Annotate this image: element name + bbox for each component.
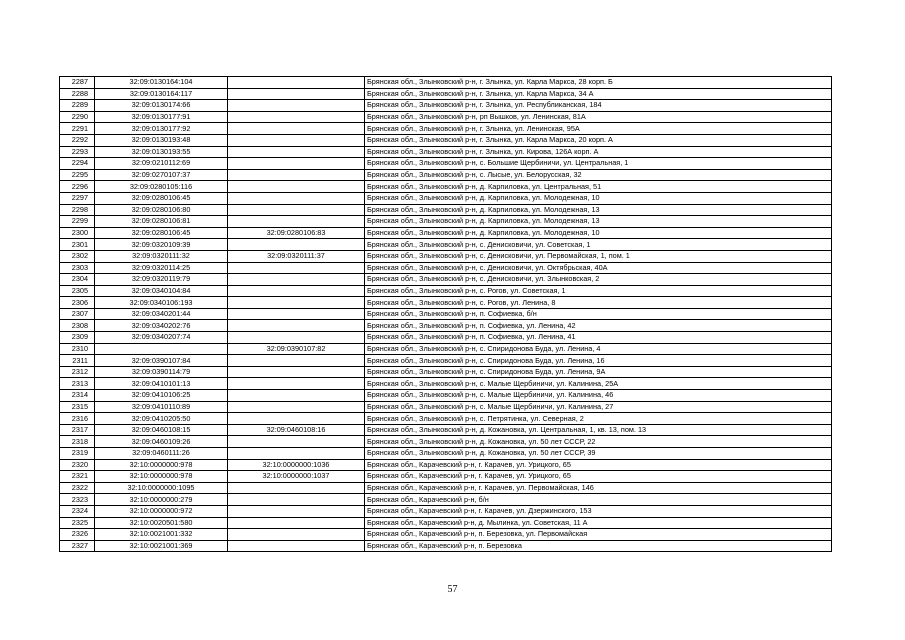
address-cell: Брянская обл., Карачевский р-н, г. Карачев, ул. Урицкого, 65 <box>365 459 832 471</box>
row-number-cell: 2293 <box>60 146 95 158</box>
related-cadastral-number-cell <box>228 540 365 552</box>
related-cadastral-number-cell <box>228 181 365 193</box>
table-row <box>60 308 832 320</box>
address-cell: Брянская обл., Злынковский р-н, с. Денисковичи, ул. Советская, 1 <box>365 239 832 251</box>
related-cadastral-number-cell: 32:10:0000000:1037 <box>228 471 365 483</box>
cadastral-number-cell: 32:09:0320109:39 <box>95 239 228 251</box>
cadastral-number-cell: 32:10:0000000:1095 <box>95 482 228 494</box>
row-number-cell: 2318 <box>60 436 95 448</box>
row-number-cell: 2303 <box>60 262 95 274</box>
table-row <box>60 471 832 483</box>
row-number-cell: 2314 <box>60 390 95 402</box>
table-row <box>60 216 832 228</box>
table-row <box>60 250 832 262</box>
table-row <box>60 297 832 309</box>
related-cadastral-number-cell <box>228 355 365 367</box>
cadastral-number-cell: 32:09:0270107:37 <box>95 169 228 181</box>
address-cell: Брянская обл., Злынковский р-н, п. Софиевка, ул. Ленина, 42 <box>365 320 832 332</box>
address-cell: Брянская обл., Злынковский р-н, с. Денисковичи, ул. Первомайская, 1, пом. 1 <box>365 250 832 262</box>
address-cell: Брянская обл., Злынковский р-н, г. Злынка, ул. Ленинская, 95А <box>365 123 832 135</box>
row-number-cell: 2292 <box>60 134 95 146</box>
related-cadastral-number-cell <box>228 123 365 135</box>
row-number-cell: 2309 <box>60 332 95 344</box>
table-row <box>60 355 832 367</box>
related-cadastral-number-cell <box>228 169 365 181</box>
table-row <box>60 332 832 344</box>
address-cell: Брянская обл., Злынковский р-н, с. Петрятинка, ул. Северная, 2 <box>365 413 832 425</box>
row-number-cell: 2322 <box>60 482 95 494</box>
row-number-cell: 2310 <box>60 343 95 355</box>
table-row <box>60 401 832 413</box>
address-cell: Брянская обл., Злынковский р-н, д. Карпиловка, ул. Молодежная, 13 <box>365 216 832 228</box>
cadastral-number-cell: 32:09:0340207:74 <box>95 332 228 344</box>
address-cell: Брянская обл., Злынковский р-н, с. Денисковичи, ул. Октябрьская, 40А <box>365 262 832 274</box>
table-row <box>60 378 832 390</box>
cadastral-number-cell: 32:10:0021001:369 <box>95 540 228 552</box>
cadastral-number-cell: 32:09:0460111:26 <box>95 448 228 460</box>
related-cadastral-number-cell <box>228 192 365 204</box>
address-cell: Брянская обл., Злынковский р-н, с. Спиридонова Буда, ул. Ленина, 16 <box>365 355 832 367</box>
cadastral-number-cell: 32:09:0320114:25 <box>95 262 228 274</box>
table-row <box>60 482 832 494</box>
cadastral-number-cell: 32:09:0280106:45 <box>95 192 228 204</box>
address-cell: Брянская обл., Карачевский р-н, г. Карачев, ул. Урицкого, 65 <box>365 471 832 483</box>
cadastral-number-cell: 32:09:0410101:13 <box>95 378 228 390</box>
related-cadastral-number-cell <box>228 378 365 390</box>
row-number-cell: 2291 <box>60 123 95 135</box>
cadastral-number-cell: 32:09:0460109:26 <box>95 436 228 448</box>
address-cell: Брянская обл., Злынковский р-н, рп Вышков, ул. Ленинская, 81А <box>365 111 832 123</box>
table-row <box>60 192 832 204</box>
related-cadastral-number-cell <box>228 413 365 425</box>
address-cell: Брянская обл., Злынковский р-н, д. Кожановка, ул. Центральная, 1, кв. 13, пом. 13 <box>365 424 832 436</box>
related-cadastral-number-cell: 32:09:0390107:82 <box>228 343 365 355</box>
cadastral-number-cell: 32:09:0340106:193 <box>95 297 228 309</box>
address-cell: Брянская обл., Злынковский р-н, п. Софиевка, ул. Ленина, 41 <box>365 332 832 344</box>
related-cadastral-number-cell <box>228 88 365 100</box>
cadastral-number-cell: 32:09:0320111:32 <box>95 250 228 262</box>
address-cell: Брянская обл., Злынковский р-н, с. Спиридонова Буда, ул. Ленина, 9А <box>365 366 832 378</box>
table-row <box>60 123 832 135</box>
cadastral-number-cell: 32:09:0390107:84 <box>95 355 228 367</box>
address-cell: Брянская обл., Карачевский р-н, б/н <box>365 494 832 506</box>
address-cell: Брянская обл., Карачевский р-н, п. Березовка, ул. Первомайская <box>365 529 832 541</box>
cadastral-number-cell: 32:09:0130164:104 <box>95 77 228 89</box>
cadastral-number-cell: 32:09:0460108:15 <box>95 424 228 436</box>
related-cadastral-number-cell <box>228 158 365 170</box>
table-row <box>60 100 832 112</box>
related-cadastral-number-cell: 32:09:0460108:16 <box>228 424 365 436</box>
table-row <box>60 134 832 146</box>
table-row <box>60 448 832 460</box>
cadastral-number-cell: 32:09:0130193:55 <box>95 146 228 158</box>
related-cadastral-number-cell <box>228 505 365 517</box>
row-number-cell: 2289 <box>60 100 95 112</box>
related-cadastral-number-cell <box>228 77 365 89</box>
row-number-cell: 2315 <box>60 401 95 413</box>
cadastral-number-cell: 32:09:0280106:45 <box>95 227 228 239</box>
related-cadastral-number-cell <box>228 262 365 274</box>
row-number-cell: 2311 <box>60 355 95 367</box>
table-row <box>60 529 832 541</box>
row-number-cell: 2287 <box>60 77 95 89</box>
related-cadastral-number-cell <box>228 320 365 332</box>
address-cell: Брянская обл., Злынковский р-н, с. Спиридонова Буда, ул. Ленина, 4 <box>365 343 832 355</box>
row-number-cell: 2298 <box>60 204 95 216</box>
row-number-cell: 2302 <box>60 250 95 262</box>
row-number-cell: 2316 <box>60 413 95 425</box>
cadastral-number-cell: 32:10:0021001:332 <box>95 529 228 541</box>
cadastral-number-cell: 32:09:0320119:79 <box>95 274 228 286</box>
table-row <box>60 413 832 425</box>
related-cadastral-number-cell <box>228 436 365 448</box>
address-cell: Брянская обл., Злынковский р-н, д. Кожановка, ул. 50 лет СССР, 39 <box>365 448 832 460</box>
cadastral-number-cell: 32:09:0280105:116 <box>95 181 228 193</box>
row-number-cell: 2299 <box>60 216 95 228</box>
row-number-cell: 2294 <box>60 158 95 170</box>
related-cadastral-number-cell <box>228 285 365 297</box>
cadastral-number-cell: 32:10:0000000:978 <box>95 471 228 483</box>
registry-table <box>59 76 832 552</box>
table-row <box>60 285 832 297</box>
cadastral-number-cell: 32:09:0340202:76 <box>95 320 228 332</box>
related-cadastral-number-cell <box>228 401 365 413</box>
row-number-cell: 2320 <box>60 459 95 471</box>
cadastral-number-cell: 32:09:0280106:80 <box>95 204 228 216</box>
cadastral-number-cell: 32:10:0020501:580 <box>95 517 228 529</box>
cadastral-number-cell <box>95 343 228 355</box>
related-cadastral-number-cell <box>228 308 365 320</box>
related-cadastral-number-cell <box>228 134 365 146</box>
row-number-cell: 2301 <box>60 239 95 251</box>
row-number-cell: 2313 <box>60 378 95 390</box>
table-row <box>60 111 832 123</box>
related-cadastral-number-cell <box>228 204 365 216</box>
address-cell: Брянская обл., Злынковский р-н, г. Злынка, ул. Карла Маркса, 20 корп. А <box>365 134 832 146</box>
row-number-cell: 2325 <box>60 517 95 529</box>
address-cell: Брянская обл., Злынковский р-н, с. Малые Щербиничи, ул. Калинина, 25А <box>365 378 832 390</box>
cadastral-number-cell: 32:09:0210112:69 <box>95 158 228 170</box>
related-cadastral-number-cell <box>228 332 365 344</box>
related-cadastral-number-cell <box>228 111 365 123</box>
table-row <box>60 239 832 251</box>
row-number-cell: 2297 <box>60 192 95 204</box>
table-row <box>60 436 832 448</box>
row-number-cell: 2312 <box>60 366 95 378</box>
cadastral-number-cell: 32:09:0340201:44 <box>95 308 228 320</box>
address-cell: Брянская обл., Карачевский р-н, п. Березовка <box>365 540 832 552</box>
row-number-cell: 2300 <box>60 227 95 239</box>
related-cadastral-number-cell <box>228 494 365 506</box>
address-cell: Брянская обл., Злынковский р-н, с. Малые Щербиничи, ул. Калинина, 27 <box>365 401 832 413</box>
row-number-cell: 2307 <box>60 308 95 320</box>
table-row <box>60 274 832 286</box>
table-row <box>60 227 832 239</box>
related-cadastral-number-cell: 32:09:0320111:37 <box>228 250 365 262</box>
row-number-cell: 2326 <box>60 529 95 541</box>
page-number: 57 <box>447 584 458 595</box>
related-cadastral-number-cell <box>228 529 365 541</box>
address-cell: Брянская обл., Карачевский р-н, д. Мылинка, ул. Советская, 11 А <box>365 517 832 529</box>
table-row <box>60 343 832 355</box>
cadastral-number-cell: 32:09:0410110:89 <box>95 401 228 413</box>
cadastral-number-cell: 32:09:0130177:91 <box>95 111 228 123</box>
table-row <box>60 88 832 100</box>
address-cell: Брянская обл., Злынковский р-н, п. Софиевка, б/н <box>365 308 832 320</box>
row-number-cell: 2319 <box>60 448 95 460</box>
row-number-cell: 2308 <box>60 320 95 332</box>
cadastral-number-cell: 32:09:0410106:25 <box>95 390 228 402</box>
table-row <box>60 459 832 471</box>
cadastral-number-cell: 32:09:0280106:81 <box>95 216 228 228</box>
cadastral-number-cell: 32:09:0130164:117 <box>95 88 228 100</box>
cadastral-number-cell: 32:09:0130193:48 <box>95 134 228 146</box>
address-cell: Брянская обл., Злынковский р-н, д. Карпиловка, ул. Центральная, 51 <box>365 181 832 193</box>
table-row <box>60 181 832 193</box>
table-row <box>60 505 832 517</box>
address-cell: Брянская обл., Злынковский р-н, д. Карпиловка, ул. Молодежная, 10 <box>365 192 832 204</box>
cadastral-number-cell: 32:10:0000000:972 <box>95 505 228 517</box>
row-number-cell: 2290 <box>60 111 95 123</box>
related-cadastral-number-cell <box>228 216 365 228</box>
table-row <box>60 262 832 274</box>
cadastral-number-cell: 32:09:0390114:79 <box>95 366 228 378</box>
table-row <box>60 204 832 216</box>
related-cadastral-number-cell <box>228 482 365 494</box>
cadastral-number-cell: 32:09:0340104:84 <box>95 285 228 297</box>
related-cadastral-number-cell <box>228 239 365 251</box>
address-cell: Брянская обл., Злынковский р-н, г. Злынка, ул. Карла Маркса, 34 А <box>365 88 832 100</box>
cadastral-number-cell: 32:09:0130174:66 <box>95 100 228 112</box>
related-cadastral-number-cell <box>228 448 365 460</box>
row-number-cell: 2295 <box>60 169 95 181</box>
address-cell: Брянская обл., Злынковский р-н, д. Карпиловка, ул. Молодежная, 13 <box>365 204 832 216</box>
address-cell: Брянская обл., Злынковский р-н, с. Рогов, ул. Ленина, 8 <box>365 297 832 309</box>
table-row <box>60 158 832 170</box>
address-cell: Брянская обл., Карачевский р-н, г. Карачев, ул. Первомайская, 146 <box>365 482 832 494</box>
row-number-cell: 2306 <box>60 297 95 309</box>
related-cadastral-number-cell <box>228 366 365 378</box>
row-number-cell: 2324 <box>60 505 95 517</box>
row-number-cell: 2327 <box>60 540 95 552</box>
table-row <box>60 77 832 89</box>
table-row <box>60 146 832 158</box>
address-cell: Брянская обл., Злынковский р-н, г. Злынка, ул. Кирова, 126А корп. А <box>365 146 832 158</box>
address-cell: Брянская обл., Карачевский р-н, г. Карачев, ул. Дзержинского, 153 <box>365 505 832 517</box>
address-cell: Брянская обл., Злынковский р-н, д. Карпиловка, ул. Молодежная, 10 <box>365 227 832 239</box>
row-number-cell: 2317 <box>60 424 95 436</box>
address-cell: Брянская обл., Злынковский р-н, с. Лысые, ул. Белорусская, 32 <box>365 169 832 181</box>
address-cell: Брянская обл., Злынковский р-н, с. Денисковичи, ул. Злынковская, 2 <box>365 274 832 286</box>
related-cadastral-number-cell <box>228 274 365 286</box>
row-number-cell: 2323 <box>60 494 95 506</box>
table-row <box>60 169 832 181</box>
row-number-cell: 2304 <box>60 274 95 286</box>
related-cadastral-number-cell <box>228 390 365 402</box>
cadastral-number-cell: 32:10:0000000:279 <box>95 494 228 506</box>
address-cell: Брянская обл., Злынковский р-н, д. Кожановка, ул. 50 лет СССР, 22 <box>365 436 832 448</box>
cadastral-number-cell: 32:10:0000000:978 <box>95 459 228 471</box>
table-row <box>60 540 832 552</box>
row-number-cell: 2288 <box>60 88 95 100</box>
related-cadastral-number-cell <box>228 100 365 112</box>
related-cadastral-number-cell <box>228 146 365 158</box>
address-cell: Брянская обл., Злынковский р-н, с. Большие Щербиничи, ул. Центральная, 1 <box>365 158 832 170</box>
address-cell: Брянская обл., Злынковский р-н, с. Малые Щербиничи, ул. Калинина, 46 <box>365 390 832 402</box>
table-row <box>60 320 832 332</box>
row-number-cell: 2321 <box>60 471 95 483</box>
table-row <box>60 390 832 402</box>
table-row <box>60 517 832 529</box>
related-cadastral-number-cell: 32:09:0280106:83 <box>228 227 365 239</box>
related-cadastral-number-cell: 32:10:0000000:1036 <box>228 459 365 471</box>
related-cadastral-number-cell <box>228 517 365 529</box>
table-row <box>60 366 832 378</box>
row-number-cell: 2296 <box>60 181 95 193</box>
cadastral-number-cell: 32:09:0130177:92 <box>95 123 228 135</box>
address-cell: Брянская обл., Злынковский р-н, с. Рогов, ул. Советская, 1 <box>365 285 832 297</box>
related-cadastral-number-cell <box>228 297 365 309</box>
address-cell: Брянская обл., Злынковский р-н, г. Злынка, ул. Карла Маркса, 28 корп. Б <box>365 77 832 89</box>
address-cell: Брянская обл., Злынковский р-н, г. Злынка, ул. Республиканская, 184 <box>365 100 832 112</box>
row-number-cell: 2305 <box>60 285 95 297</box>
table-row <box>60 424 832 436</box>
cadastral-number-cell: 32:09:0410205:50 <box>95 413 228 425</box>
table-row <box>60 494 832 506</box>
table-body <box>60 77 832 552</box>
